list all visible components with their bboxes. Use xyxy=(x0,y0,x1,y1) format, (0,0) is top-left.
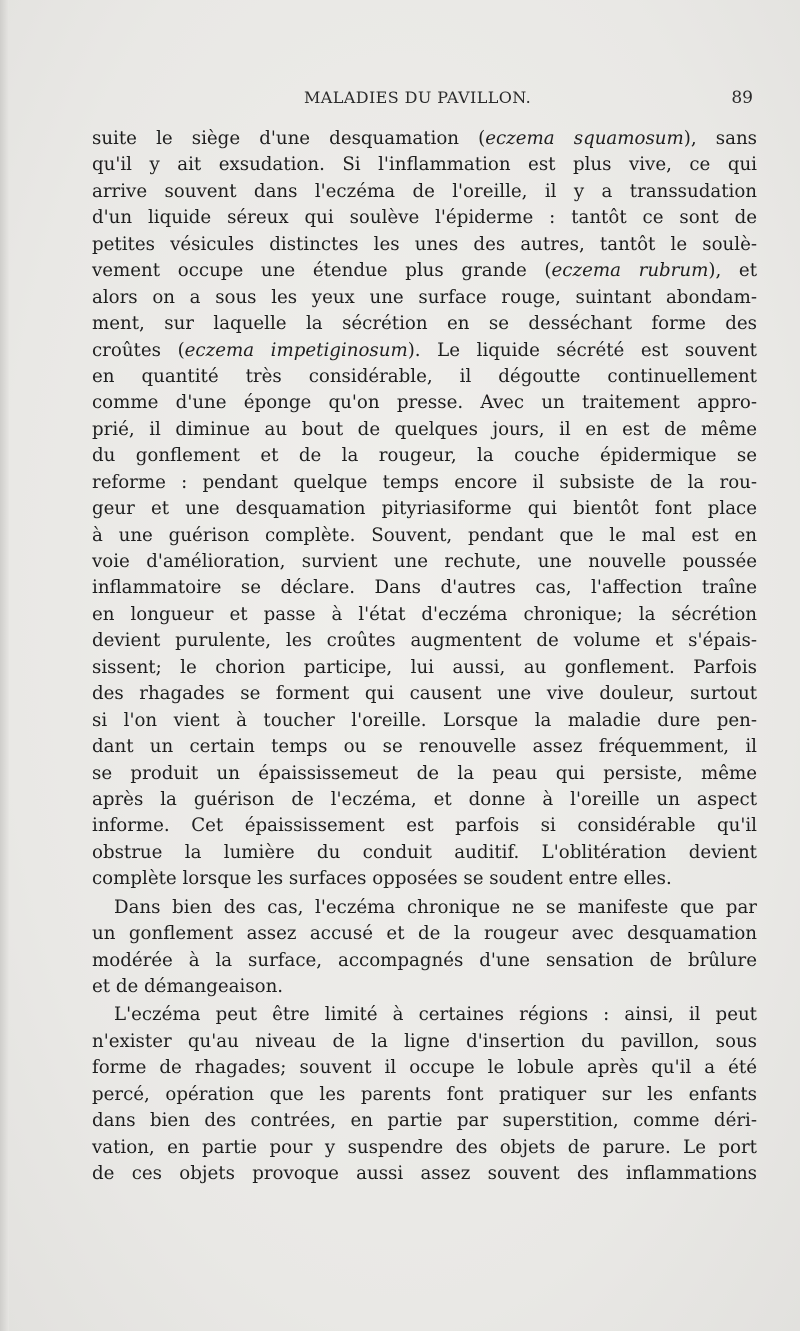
text-line: devient purulente, les croûtes augmentent de volume et s'épais- xyxy=(92,630,757,652)
text-line: dant un certain temps ou se renouvelle assez fréquemment, il xyxy=(92,736,757,758)
page-edge-shadow xyxy=(0,0,9,1331)
italic-term: eczema squamosum xyxy=(485,128,684,149)
text-line: inflammatoire se déclare. Dans d'autres cas, l'affection traîne xyxy=(92,577,757,599)
text-line: reforme : pendant quelque temps encore il subsiste de la rou- xyxy=(92,471,757,493)
running-title: MALADIES DU PAVILLON. xyxy=(304,88,532,107)
text-line: de ces objets provoque aussi assez souvent des inflammations xyxy=(92,1163,757,1185)
text-line: informe. Cet épaississement est parfois si considérable qu'il xyxy=(92,815,757,837)
page-header xyxy=(92,88,757,116)
body-text xyxy=(92,126,757,1188)
text-line: vement occupe une étendue plus grande (eczema rubrum), et xyxy=(92,260,758,282)
text-line: qu'il y ait exsudation. Si l'inflammation est plus vive, ce qui xyxy=(92,154,757,176)
paragraph-start-line: Dans bien des cas, l'eczéma chronique ne se manifeste que par xyxy=(114,896,757,918)
text-line: après la guérison de l'eczéma, et donne à l'oreille un aspect xyxy=(92,788,757,810)
italic-term: eczema rubrum xyxy=(551,260,709,282)
text-line: vation, en partie pour y suspendre des objets de parure. Le port xyxy=(92,1136,757,1158)
text-line: petites vésicules distinctes les unes des autres, tantôt le soulè- xyxy=(92,233,757,255)
text-line: suite le siège d'une desquamation (eczema squamosum), sans xyxy=(92,128,757,149)
text-line: et de démangeaison. xyxy=(92,976,284,997)
text-line: forme de rhagades; souvent il occupe le lobule après qu'il a été xyxy=(92,1057,757,1079)
text-line: voie d'amélioration, survient une rechute, une nouvelle poussée xyxy=(92,551,757,572)
text-line: un gonflement assez accusé et de la rougeur avec desquamation xyxy=(92,923,757,945)
text-line: ment, sur laquelle la sécrétion en se desséchant forme des xyxy=(92,313,757,335)
text-line: alors on a sous les yeux une surface rouge, suintant abondam- xyxy=(92,286,757,308)
text-line: en quantité très considérable, il dégoutte continuellement xyxy=(92,365,757,387)
text-line: geur et une desquamation pityriasiforme qui bientôt font place xyxy=(92,498,757,520)
text-line: dans bien des contrées, en partie par superstition, comme déri- xyxy=(92,1110,757,1132)
text-line: à une guérison complète. Souvent, pendant que le mal est en xyxy=(92,524,757,546)
text-line: des rhagades se forment qui causent une vive douleur, surtout xyxy=(92,683,757,705)
text-line: d'un liquide séreux qui soulève l'épiderme : tantôt ce sont de xyxy=(92,207,757,229)
text-line: arrive souvent dans l'eczéma de l'oreille, il y a transsudation xyxy=(92,180,757,202)
text-line: modérée à la surface, accompagnés d'une sensation de brûlure xyxy=(92,949,757,971)
text-line: percé, opération que les parents font pratiquer sur les enfants xyxy=(92,1083,757,1105)
text-line: croûtes (eczema impetiginosum). Le liquide sécrété est souvent xyxy=(92,339,757,361)
text-line: obstrue la lumière du conduit auditif. L'oblitération devient xyxy=(92,841,757,863)
text-line: si l'on vient à toucher l'oreille. Lorsque la maladie dure pen- xyxy=(92,709,757,731)
text-line: se produit un épaississemeut de la peau qui persiste, même xyxy=(92,762,757,784)
text-line: en longueur et passe à l'état d'eczéma chronique; la sécrétion xyxy=(92,603,757,625)
paragraph-start-line: L'eczéma peut être limité à certaines régions : ainsi, il peut xyxy=(114,1004,757,1026)
text-line: complète lorsque les surfaces opposées se soudent entre elles. xyxy=(92,868,672,890)
text-line: n'exister qu'au niveau de la ligne d'insertion du pavillon, sous xyxy=(92,1030,757,1052)
text-line: sissent; le chorion participe, lui aussi, au gonflement. Parfois xyxy=(92,656,757,678)
text-line: comme d'une éponge qu'on presse. Avec un traitement appro- xyxy=(92,392,757,414)
italic-term: eczema impetiginosum xyxy=(184,339,408,361)
page-number: 89 xyxy=(731,88,753,108)
text-line: du gonflement et de la rougeur, la couche épidermique se xyxy=(92,445,757,467)
text-line: prié, il diminue au bout de quelques jours, il en est de même xyxy=(92,418,757,440)
